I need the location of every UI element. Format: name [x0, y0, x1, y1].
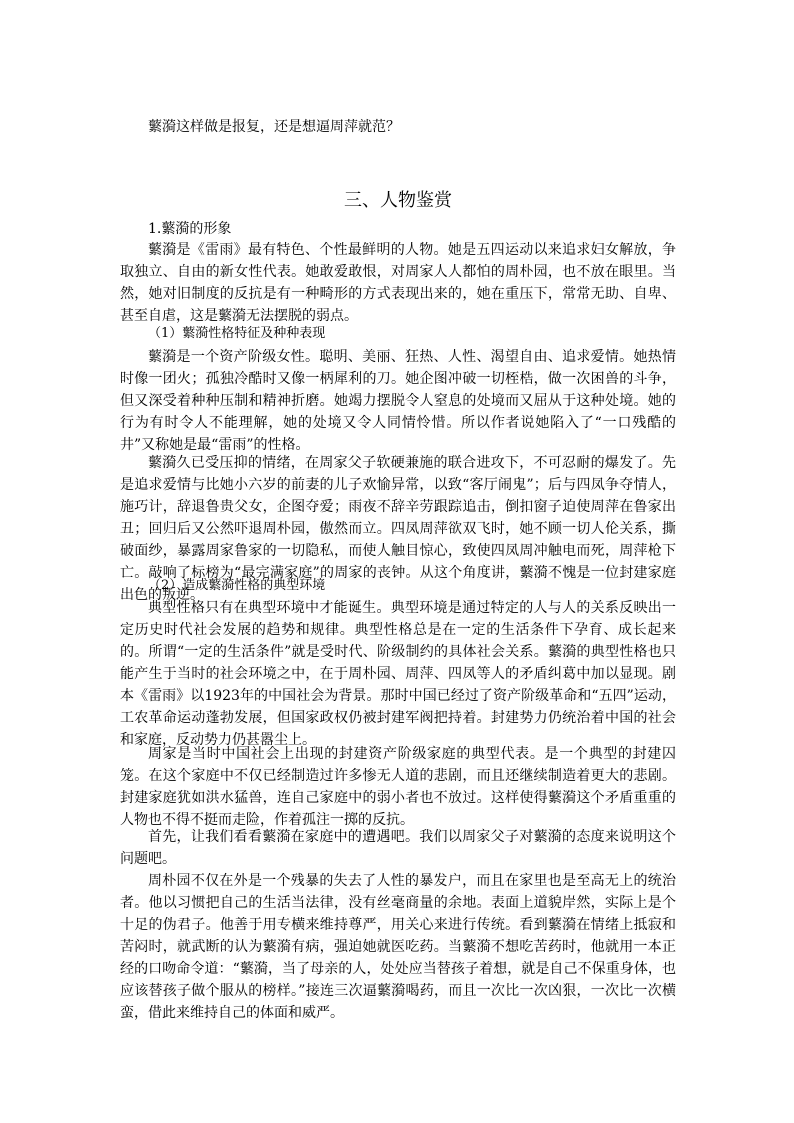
paragraph-treatment-intro: 首先，让我们看看蘩漪在家庭中的遭遇吧。我们以周家父子对蘩漪的态度来说明这个问题吧。 — [120, 829, 676, 867]
intro-question: 蘩漪这样做是报复，还是想逼周萍就范？ — [148, 119, 400, 135]
paragraph-zhou-puyuan: 周朴园不仅在外是一个残暴的失去了人性的暴发户，而且在家里也是至高无上的统治者。他以习惯把自己的生活当法律，没有丝毫商量的余地。表面上道貌岸然，实际上是个十足的伪君子。他善于用专横来维持尊严，用关心来进行传统。看到蘩漪在情绪上抵寂和苦闷时，就武断的认为蘩漪有病，强迫她就医吃药。当蘩漪不想吃苦药时，他就用一本正经的口吻命令道：“蘩漪，当了母亲的人，处处应当替孩子着想，就是自己不保重身体，也应该替孩子做个服从的榜样。”接连三次逼蘩漪喝药，而且一次比一次凶狠，一次比一次横蛮，借此来维持自己的体面和威严。 — [120, 873, 676, 1021]
subsection-title-character-image: 1.蘩漪的形象 — [148, 221, 232, 237]
paragraph-typical-environment: 典型性格只有在典型环境中才能诞生。典型环境是通过特定的人与人的关系反映出一定历史时代社会发展的趋势和规律。典型性格总是在一定的生活条件下孕育、成长起来的。所谓“一定的生活条件”就是受时代、阶级制约的具体社会关系。蘩漪的典型性格也只能产生于当时的社会环境之中，在于周朴园、周萍、四凤等人的矛盾纠葛中加以显现。剧本《雷雨》以1923年的中国社会为背景。那时中国已经过了资产阶级革命和“五四”运动，工农革命运动蓬勃发展，但国家政权仍被封建军阀把持着。封建势力仍统治着中国的社会和家庭，反动势力仍甚嚣尘上。 — [120, 600, 676, 748]
section-title: 三、人物鉴赏 — [344, 190, 452, 211]
paragraph-rebellion: 蘩漪久已受压抑的情绪，在周家父子软硬兼施的联合进攻下，不可忍耐的爆发了。先是追求爱情与比她小六岁的前妻的儿子欢愉异常，以致“客厅闹鬼”；后与四凤争夺情人，施巧计，辞退鲁贵父女，企图夺爱；雨夜不辞辛劳跟踪追击，倒扣窗子迫使周萍在鲁家出丑；回归后又公然吓退周朴园，傲然而立。四凤周萍欲双飞时，她不顾一切人伦关系，撕破面纱，暴露周家鲁家的一切隐私，而使人触目惊心，致使四凤周冲触电而死，周萍枪下亡。敲响了标榜为“最完满家庭”的周家的丧钟。从这个角度讲，蘩漪不愧是一位封建家庭出色的叛逆。 — [120, 455, 676, 603]
subsection-title-traits: （1）蘩漪性格特征及种种表现 — [148, 326, 326, 341]
paragraph-zhou-family: 周家是当时中国社会上出现的封建资产阶级家庭的典型代表。是一个典型的封建囚笼。在这个家庭中不仅已经制造过许多惨无人道的悲剧，而且还继续制造着更大的悲剧。封建家庭犹如洪水猛兽，连自己家庭中的弱小者也不放过。这样使得蘩漪这个矛盾重重的人物也不得不挺而走险，作着孤注一掷的反抗。 — [120, 746, 676, 828]
paragraph-character-overview: 蘩漪是《雷雨》最有特色、个性最鲜明的人物。她是五四运动以来追求妇女解放，争取独立、自由的新女性代表。她敢爱敢恨，对周家人人都怕的周朴园，也不放在眼里。当然，她对旧制度的反抗是有一种畸形的方式表现出来的，她在重压下，常常无助、自卑、甚至自虐，这是蘩漪无法摆脱的弱点。 — [120, 242, 676, 324]
subsection-title-environment: （2）造成蘩漪性格的典型环境 — [148, 578, 326, 593]
paragraph-traits: 蘩漪是一个资产阶级女性。聪明、美丽、狂热、人性、渴望自由、追求爱情。她热情时像一团火；孤独冷酷时又像一柄犀利的刀。她企图冲破一切桎梏，做一次困兽的斗争，但又深受着种种压制和精神折磨。她竭力摆脱令人窒息的处境而又屈从于这种处境。她的行为有时令人不能理解，她的处境又令人同情怜惜。所以作者说她陷入了“一口残酷的井”又称她是最“雷雨”的性格。 — [120, 349, 676, 453]
